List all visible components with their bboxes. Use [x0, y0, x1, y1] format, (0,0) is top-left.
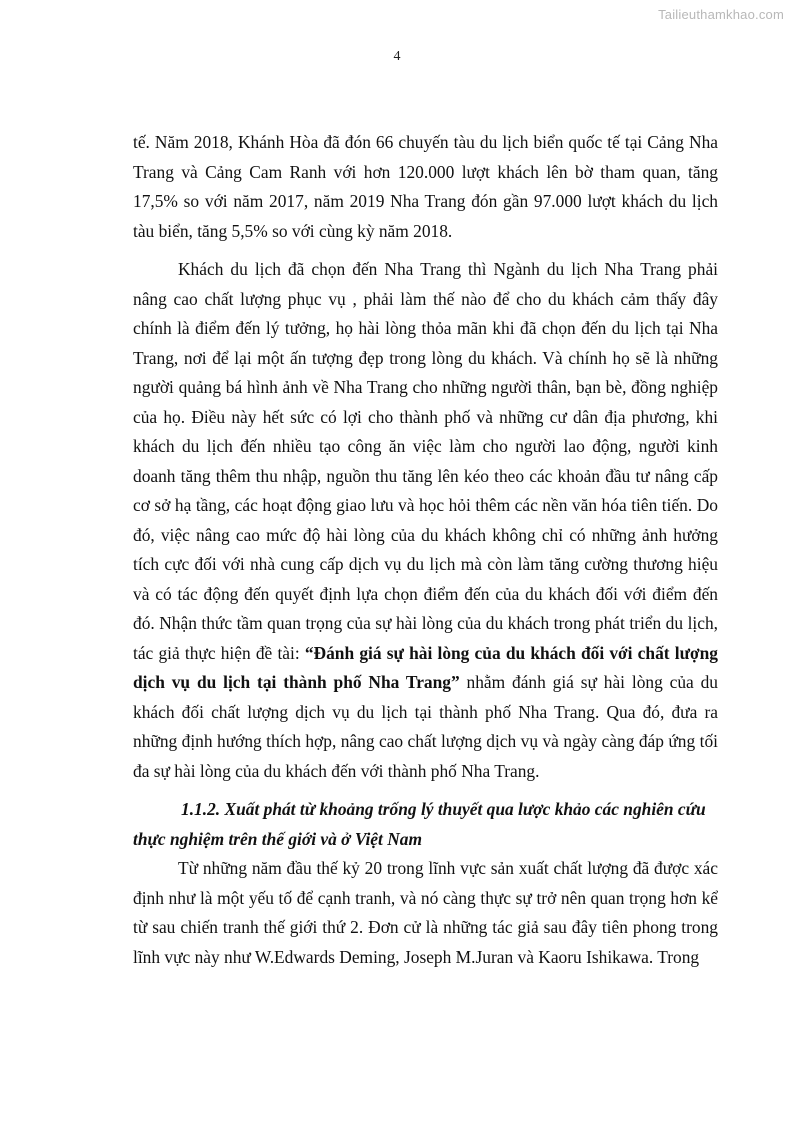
paragraph-1: tế. Năm 2018, Khánh Hòa đã đón 66 chuyến tàu du lịch biển quốc tế tại Cảng Nha Trang và Cảng Cam Ranh với hơn 120.000 lượt khách lên bờ tham quan, tăng 17,5% so với năm 2017, năm 2019 Nha Trang đón gần 97.000 lượt khách du lịch tàu biển, tăng 5,5% so với cùng kỳ năm 2018. — [133, 132, 718, 241]
paragraph-3: Từ những năm đầu thế kỷ 20 trong lĩnh vực sản xuất chất lượng đã được xác định như là một yếu tố để cạnh tranh, và nó càng thực sự trở nên quan trọng hơn kể từ sau chiến tranh thế giới thứ 2. Đơn cử là những tác giả sau đây tiên phong trong lĩnh vực này như W.Edwards Deming, Joseph M.Juran và Kaoru Ishikawa. Trong — [133, 858, 718, 967]
paragraph-2 — [133, 255, 718, 786]
paragraph-2-thesis-title: “Đánh giá sự hài lòng của du khách đối với chất lượng dịch vụ du lịch tại thành phố Nha Trang” — [133, 642, 718, 692]
paragraph-2-text-after: nhằm đánh giá sự hài lòng của du khách đối chất lượng dịch vụ du lịch tại thành phố Nha Trang. Qua đó, đưa ra những định hướng thích hợp, nâng cao chất lượng dịch vụ và ngày càng đáp ứng tối đa sự hài lòng của du khách đến với thành phố Nha Trang. — [133, 672, 718, 781]
section-heading-line-1: 1.1.2. Xuất phát từ khoảng trống lý thuyết qua lược khảo các nghiên cứu — [181, 799, 706, 819]
watermark: Tailieuthamkhao.com — [658, 7, 784, 22]
section-heading-line-2: thực nghiệm trên thế giới và ở Việt Nam — [133, 828, 422, 849]
document-body — [133, 128, 718, 972]
paragraph-2-text-before: Khách du lịch đã chọn đến Nha Trang thì Ngành du lịch Nha Trang phải nâng cao chất lượng phục vụ , phải làm thế nào để cho du khách cảm thấy đây chính là điểm đến lý tưởng, họ hài lòng thỏa mãn khi đã chọn đến du lịch tại Nha Trang, nơi để lại một ấn tượng đẹp trong lòng du khách. Và chính họ sẽ là những người quảng bá hình ảnh về Nha Trang cho những người thân, bạn bè, đồng nghiệp của họ. Điều này hết sức có lợi cho thành phố và những cư dân địa phương, khi khách du lịch đến nhiều tạo công ăn việc làm cho người lao động, người kinh doanh tăng thêm thu nhập, nguồn thu tăng lên kéo theo các khoản đầu tư nâng cấp cơ sở hạ tầng, các hoạt động giao lưu và học hỏi thêm các nền văn hóa tiên tiến. Do đó, việc nâng cao mức độ hài lòng của du khách không chỉ có những ảnh hưởng tích cực đối với nhà cung cấp dịch vụ du lịch mà còn làm tăng cường thương hiệu và có tác động đến quyết định lựa chọn điểm đến của du khách đối với điểm đến đó. Nhận thức tầm quan trọng của sự hài lòng của du khách trong phát triển du lịch, tác giả thực hiện đề tài: — [133, 259, 718, 663]
section-heading-1-1-2 — [133, 795, 718, 854]
page-number: 4 — [393, 49, 401, 64]
